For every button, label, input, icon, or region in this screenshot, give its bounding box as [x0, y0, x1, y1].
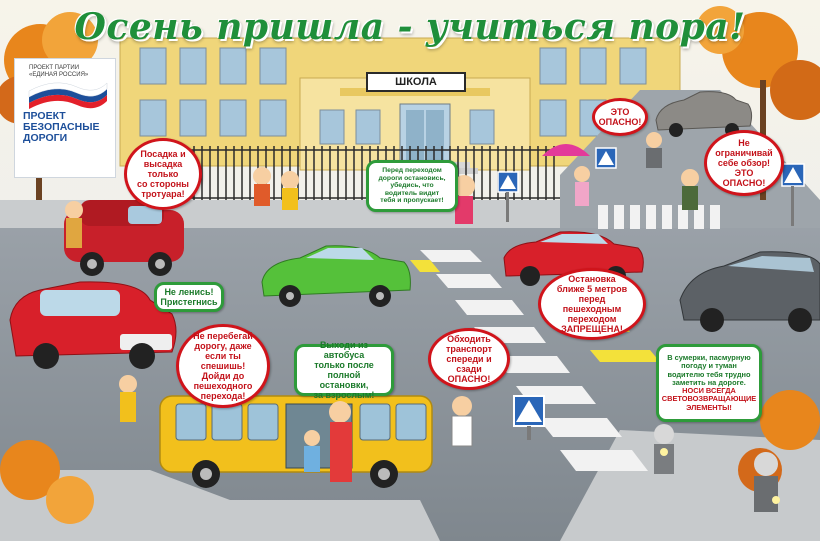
bubble-view-text [715, 138, 773, 188]
bubble-belt-text [160, 287, 217, 307]
bubble-danger [592, 98, 648, 136]
bubble-stop5m-text [549, 274, 635, 334]
bubble-belt-line: Пристегнись [160, 297, 218, 307]
bubble-norun [176, 324, 270, 408]
bubble-belt-line: Не ленись! [164, 286, 214, 297]
bubble-stop5m-line: ближе 5 метров [556, 283, 628, 294]
logo-caption-line2: «ЕДИНАЯ РОССИЯ» [29, 72, 89, 78]
bubble-bus-line: полной остановки, [319, 370, 369, 391]
bubble-boarding-line: тротуара! [141, 189, 185, 200]
bubble-view-line: ЭТО ОПАСНО! [722, 168, 766, 189]
bubble-boarding [124, 138, 202, 210]
bubble-danger-text [599, 107, 642, 127]
bubble-around-line: Обходить [447, 333, 491, 344]
bubble-bus-line: только после [314, 359, 374, 370]
bubble-around [428, 328, 510, 390]
bubble-crossing-line: водитель видит [384, 189, 440, 197]
bubble-stop5m-line: перед пешеходным [562, 293, 622, 314]
bubble-around-line: спереди и сзади [446, 353, 492, 375]
bubble-boarding-line: высадка только [143, 158, 183, 179]
bubble-dusk-line: СВЕТОВОЗВРАЩАЮЩИЕ [661, 394, 757, 404]
bubble-crossing-line: убедись, что [390, 182, 434, 190]
bubble-dusk-line: ЭЛЕМЕНТЫ! [686, 402, 732, 412]
bubble-dusk-line: водителю тебя трудно [667, 369, 751, 379]
poster-title: Осень пришла - учиться пора! [74, 6, 746, 48]
bubble-around-line: транспорт [445, 343, 493, 354]
bubble-crossing-line: тебя и пропускает! [380, 197, 444, 205]
bubble-dusk-line: заметить на дороге. [672, 377, 746, 387]
bubble-boarding-text [135, 149, 191, 199]
bubble-stop5m-line: ЗАПРЕЩЕНА! [561, 324, 623, 335]
bubble-dusk-line: погоду и туман [681, 361, 737, 371]
bubble-belt [154, 282, 224, 312]
logo-title [23, 111, 113, 144]
bubble-stop5m-line: Остановка [568, 273, 616, 284]
bubble-dusk-line: В сумерки, пасмурную [667, 353, 751, 363]
bubble-crossing-text [378, 167, 445, 205]
bubble-around-line: ОПАСНО! [447, 374, 491, 385]
bubble-dusk-text [662, 354, 756, 412]
bubble-view-line: ограничивай [715, 147, 773, 158]
logo-title-line2: БЕЗОПАСНЫЕ [23, 121, 100, 133]
bubble-norun-line: перехода! [200, 391, 246, 402]
logo-flag-icon [15, 75, 115, 115]
project-logo [14, 58, 116, 178]
bubble-around-text [439, 334, 499, 384]
bubble-norun-text [187, 331, 259, 402]
bubble-crossing [366, 160, 458, 212]
logo-title-line1: ПРОЕКТ [23, 110, 66, 122]
bubble-bus-text [305, 340, 383, 400]
bubble-bus [294, 339, 394, 401]
bubble-stop5m-line: переходом [567, 314, 617, 325]
bubble-bus-line: за взрослым! [313, 390, 375, 401]
bubble-view-line: себе обзор! [717, 157, 771, 168]
bubble-crossing-line: Перед переходом [382, 166, 442, 174]
bubble-boarding-line: со стороны [137, 179, 189, 190]
bubble-danger-line: ОПАСНО! [598, 117, 642, 127]
bubble-norun-line: если ты спешишь! [200, 350, 246, 371]
bubble-norun-line: Не перебегай [193, 330, 253, 341]
bubble-norun-line: дорогу, даже [194, 340, 252, 351]
bubble-bus-line: Выходи из автобуса [319, 339, 369, 360]
bubble-danger-line: ЭТО [610, 106, 630, 117]
school-sign: ШКОЛА [366, 72, 466, 92]
bubble-view [704, 130, 784, 196]
logo-caption-line1: ПРОЕКТ ПАРТИИ [29, 65, 80, 71]
bubble-boarding-line: Посадка и [140, 148, 186, 159]
logo-title-line3: ДОРОГИ [23, 132, 68, 144]
bubble-norun-line: пешеходного [193, 381, 253, 392]
bubble-norun-line: Дойди до [201, 371, 245, 382]
bubble-crossing-line: дороги остановись, [378, 174, 446, 182]
bubble-dusk-line: НОСИ ВСЕГДА [682, 386, 736, 396]
bubble-stop5m [538, 268, 646, 340]
bubble-view-line: Не [738, 137, 750, 148]
bubble-dusk [656, 344, 762, 422]
